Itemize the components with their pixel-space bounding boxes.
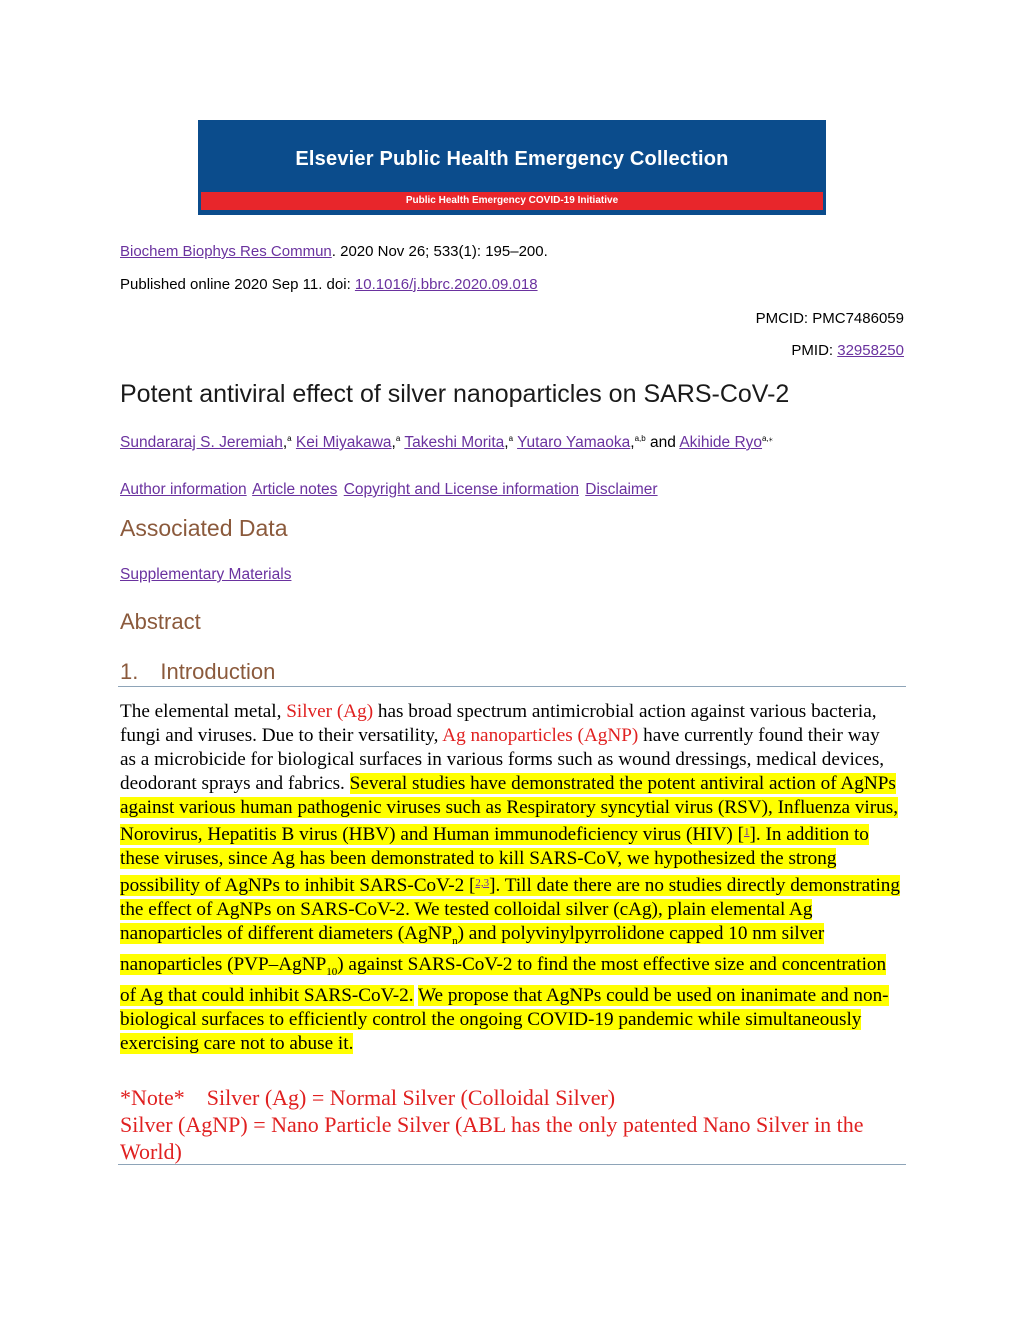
text-run: We propose that AgNPs could be used on inanimate and non-biological surfaces to efficiently control the ongoing COVID-19 pandemic while simultaneously exercising care not to abuse it. (120, 984, 889, 1054)
text-run: Several studies have demonstrated the potent antiviral action of AgNPs against various human pathogenic viruses such as Respiratory syncytial virus (RSV), Influenza virus, Norovirus, Hepatitis B virus (HBV) and Human immunodeficiency virus (HIV) [ (120, 773, 898, 845)
subscript: n (452, 934, 458, 947)
text-run: ]. In addition to these viruses, since Ag has been demonstrated to kill SARS-CoV, we hypothesized the strong possibility of AgNPs to inhibit SARS-CoV-2 [ (120, 824, 869, 896)
section-divider (118, 686, 906, 687)
highlighted-text (120, 773, 900, 1006)
author-link[interactable]: Sundararaj S. Jeremiah (120, 434, 283, 451)
text-run: has broad spectrum antimicrobial action against various bacteria, fungi and viruses. Due to their versatility, (120, 701, 877, 746)
introduction-paragraph (120, 700, 900, 1056)
published-line (120, 276, 538, 293)
pmcid: PMCID: PMC7486059 (755, 310, 904, 327)
doi-link[interactable]: 10.1016/j.bbrc.2020.09.018 (354, 276, 538, 293)
section-number: 1. (120, 659, 139, 684)
article-notes-link[interactable]: Article notes (252, 481, 338, 498)
annotation-note (120, 1084, 900, 1165)
author-affiliation: a,b (634, 434, 646, 443)
publisher-banner (198, 120, 826, 215)
section-title: Introduction (160, 659, 276, 684)
author-affiliation: a,⁎ (762, 434, 773, 443)
journal-link[interactable]: Biochem Biophys Res Commun (120, 243, 332, 260)
author-link[interactable]: Takeshi Morita (404, 434, 505, 451)
article-info-links (120, 481, 660, 499)
article-title: Potent antiviral effect of silver nanoparticles on SARS-CoV-2 (120, 380, 790, 408)
text-run: ) against SARS-CoV-2 to find the most effective size and concentration of Ag that could inhibit SARS-CoV-2. (120, 953, 887, 1006)
pmid-link[interactable]: 32958250 (837, 342, 904, 359)
author-list: Sundararaj S. Jeremiah,$^a$ Kei Miyakawa,$^a$ Takeshi Morita,$^a$ Yutaro Yamaoka,$^{a,b}$ and Akihide Ryo$^{a,⁎}$ (120, 434, 773, 451)
text-run: ]. Till date there are no studies directly demonstrating the effect of AgNPs on SARS-CoV-2. We tested colloidal silver (cAg), plain elemental Ag nanoparticles of different diameters (AgNP (120, 875, 900, 944)
citation-details: . 2020 Nov 26; 533(1): 195–200. (331, 243, 548, 260)
subscript: 10 (326, 965, 338, 978)
note-line: Silver (AgNP) = Nano Particle Silver (ABL has the only patented Nano Silver in the World) (120, 1112, 864, 1164)
banner-title: Elsevier Public Health Emergency Collection (295, 148, 729, 170)
citation-line (120, 243, 548, 260)
supplementary-materials-link[interactable]: Supplementary Materials (120, 566, 292, 583)
text-run: have currently found their way as a microbicide for biological surfaces in various forms such as wound dressings, medical devices, deodorant sprays and fabrics. (120, 725, 885, 794)
introduction-heading (120, 659, 275, 685)
author-link[interactable]: Akihide Ryo (679, 434, 763, 451)
silver-ag-term: Silver (Ag) (286, 701, 374, 722)
author-link[interactable]: Yutaro Yamaoka (517, 434, 631, 451)
author-information-link[interactable]: Author information (120, 481, 247, 498)
author-affiliation: a (287, 434, 292, 443)
disclaimer-link[interactable]: Disclaimer (585, 481, 658, 498)
and-word: and (650, 434, 676, 451)
associated-data-heading: Associated Data (120, 515, 288, 541)
reference-link[interactable]: 2,3 (475, 877, 490, 889)
author-affiliation: a (395, 434, 401, 443)
banner-strip: Public Health Emergency COVID-19 Initiative (201, 192, 823, 210)
reference-link[interactable]: 1 (744, 826, 750, 838)
abstract-heading[interactable]: Abstract (120, 609, 201, 634)
pmid-line (791, 342, 904, 359)
text-run: The elemental metal, (120, 701, 287, 722)
agnp-term: Ag nanoparticles (AgNP) (442, 725, 639, 746)
note-line: *Note* Silver (Ag) = Normal Silver (Colloidal Silver) (120, 1085, 616, 1110)
author-link[interactable]: Kei Miyakawa (295, 434, 392, 451)
pmid-label: PMID: (791, 342, 838, 359)
author-affiliation: a (508, 434, 514, 443)
published-label: Published online 2020 Sep 11. doi: (120, 276, 355, 293)
supplementary-materials-line (120, 566, 291, 584)
copyright-license-link[interactable]: Copyright and License information (343, 481, 579, 498)
text-run: ) and polyvinylpyrrolidone capped 10 nm silver nanoparticles (PVP–AgNP (120, 923, 825, 975)
section-divider (118, 1164, 906, 1165)
